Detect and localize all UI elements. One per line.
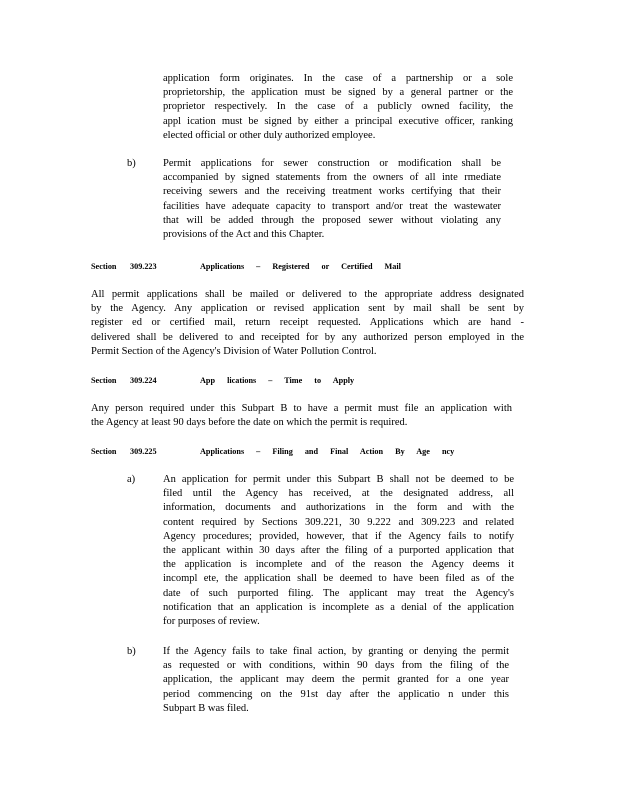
item-label: b) — [127, 646, 136, 657]
text-line: Agency procedures; provided, however, that if the Agency fails to notify — [163, 530, 514, 542]
item-b-paragraph — [163, 157, 501, 242]
text-line: provisions of the Act and this Chapter. — [163, 229, 325, 241]
text-line: accompanied by signed statements from the owners of all inte rmediate — [163, 172, 501, 184]
section-number: 309.224 — [130, 376, 157, 385]
text-line: delivered shall be delivered to and receipted for by any authorized person employed in the — [91, 331, 524, 343]
text-line: incompl ete, the application shall be deemed to have been filed as of the — [163, 573, 514, 585]
text-line: content required by Sections 309.221, 30 9.222 and 309.223 and related — [163, 516, 514, 528]
section-body — [91, 288, 524, 359]
text-line: Any person required under this Subpart B to have a permit must file an application with — [91, 403, 512, 414]
text-line: as requested or with conditions, within 90 days from the filing of the — [163, 660, 509, 672]
section-word: Section — [91, 376, 117, 385]
text-line: date of such purported filing. The applicant may treat the Agency's — [163, 587, 514, 599]
section-title: Applications – Filing and Final Action By Age ncy — [200, 447, 455, 456]
text-line: An application for permit under this Subpart B shall not be deemed to be — [163, 474, 514, 485]
item-label: b) — [127, 158, 136, 169]
item-a-paragraph — [163, 473, 514, 629]
text-line: register ed or certified mail, return receipt requested. Applications which are hand - — [91, 317, 524, 329]
text-line: the Agency at least 90 days before the date on which the permit is required. — [91, 417, 408, 429]
section-title: App lications – Time to Apply — [200, 376, 355, 385]
text-line: information, documents and authorizations in the form and with the — [163, 502, 514, 514]
text-line: receiving sewers and the receiving treatment works certifying that their — [163, 186, 501, 198]
text-line: All permit applications shall be mailed or delivered to the appropriate address designated — [91, 289, 524, 300]
section-number: 309.225 — [130, 447, 157, 456]
text-line: period commencing on the 91st day after the applicatio n under this — [163, 688, 509, 700]
text-line: proprietor respectively. In the case of a publicly owned facility, the — [163, 101, 513, 113]
text-line: Subpart B was filed. — [163, 702, 249, 714]
text-line: application form originates. In the case of a partnership or a sole — [163, 73, 513, 84]
text-line: appl ication must be signed by either a principal executive officer, ranking — [163, 115, 513, 127]
section-title: Applications – Registered or Certified Mail — [200, 262, 401, 271]
text-line: notification that an application is incomplete as a denial of the application — [163, 601, 514, 613]
text-line: the application is incomplete and of the reason the Agency deems it — [163, 559, 514, 571]
text-line: for purposes of review. — [163, 616, 260, 628]
section-word: Section — [91, 262, 117, 271]
text-line: Permit Section of the Agency's Division of Water Pollution Control. — [91, 345, 377, 357]
text-line: that will be added through the proposed sewer without violating any — [163, 214, 501, 226]
item-b-paragraph — [163, 645, 509, 716]
intro-paragraph — [163, 72, 513, 143]
section-word: Section — [91, 447, 117, 456]
text-line: filed until the Agency has received, at the designated address, all — [163, 488, 514, 500]
text-line: elected official or other duly authorized employee. — [163, 129, 376, 141]
item-label: a) — [127, 474, 136, 485]
text-line: the applicant within 30 days after the filing of a purported application that — [163, 545, 514, 557]
text-line: application, the applicant may deem the permit granted for a one year — [163, 674, 509, 686]
section-body — [91, 402, 512, 430]
section-number: 309.223 — [130, 262, 157, 271]
text-line: facilities have adequate capacity to transport and/or treat the wastewater — [163, 200, 501, 212]
text-line: Permit applications for sewer construction or modification shall be — [163, 158, 501, 169]
text-line: proprietorship, the application must be signed by a general partner or the — [163, 87, 513, 99]
text-line: by the Agency. Any application or revised application sent by mail shall be sent by — [91, 303, 524, 315]
text-line: If the Agency fails to take final action, by granting or denying the permit — [163, 646, 509, 657]
